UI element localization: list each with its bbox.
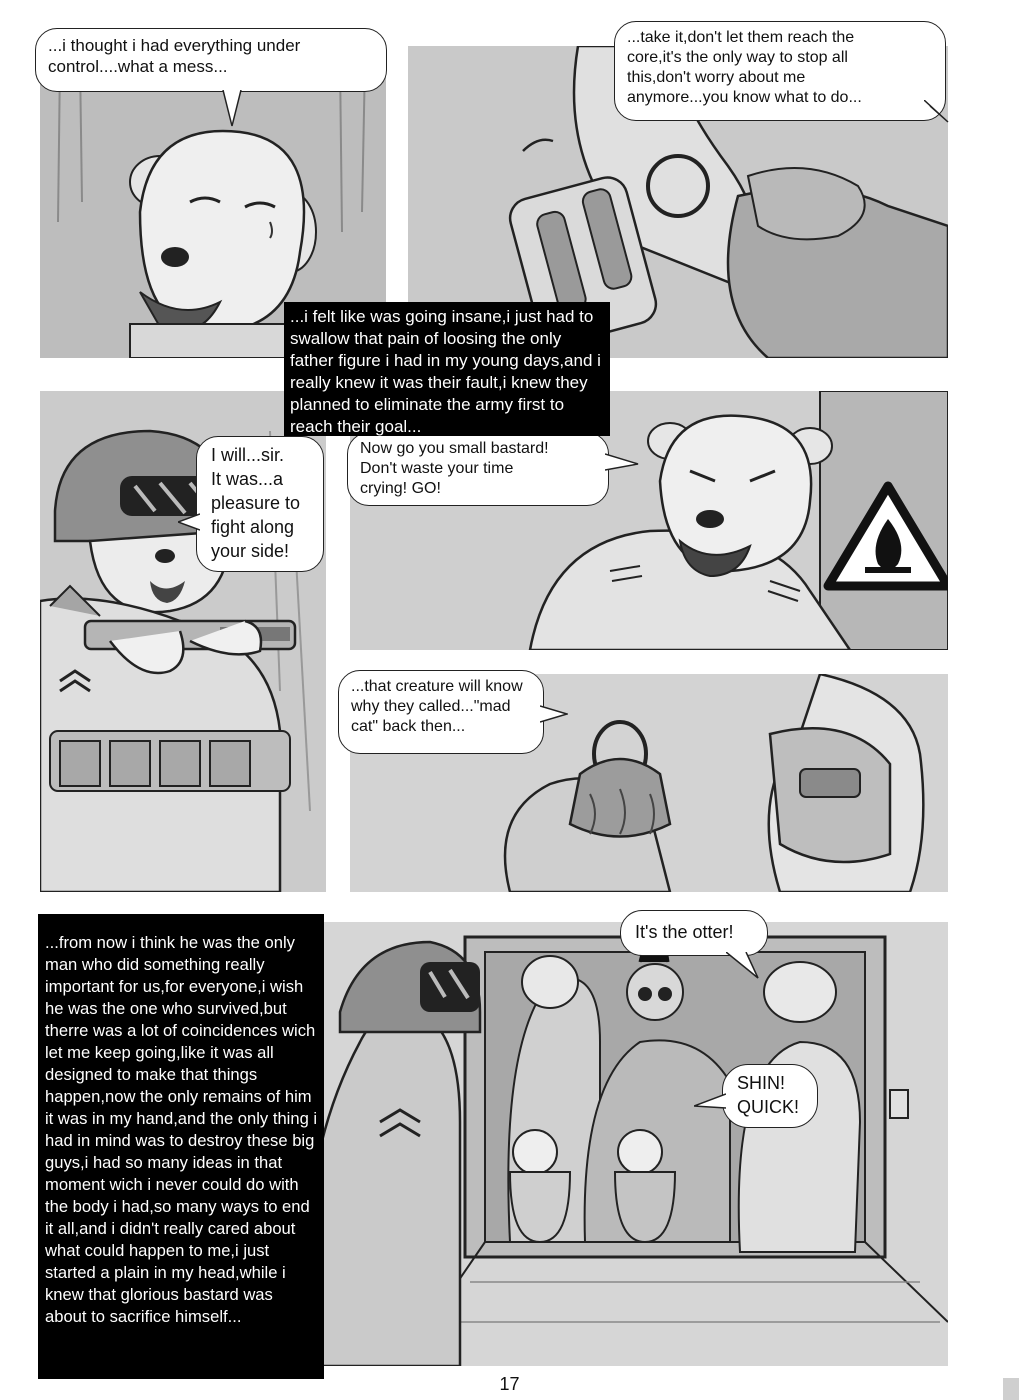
speech-bubble-4: Now go you small bastard! Don't waste your time crying! GO! (347, 432, 609, 506)
narration-caption-1: ...i felt like was going insane,i just had to swallow that pain of loosing the only father figure i had in my young days,and i really knew it was their fault,i knew they planned to eliminate the army first to reach their goal... (284, 302, 610, 436)
speech-tail-1 (222, 90, 242, 128)
speech-tail-2 (924, 100, 950, 124)
narration-caption-2: ...from now i think he was the only man who did something really important for us,for everyone,i wish he was the one who survived,but therre was a lot of coincidences wich let me keep going,like it was all designed to make that things happen,now the only remains of him it was in my hand,and the only thing i had in mind was to destroy these big guys,i had so many ideas in that moment wich i never could do with the body i had,so many ways to end it all,and i didn't really cared about what could happen to me,i just started a plain in my head,while i knew that glorious bastard was about to sacrifice himself... (38, 914, 324, 1379)
speech-tail-7 (694, 1092, 726, 1112)
page-number: 17 (499, 1374, 520, 1394)
speech-tail-5 (540, 704, 568, 724)
speech-bubble-2: ...take it,don't let them reach the core,it's the only way to stop all this,don't worry about me anymore...you know what to do... (614, 21, 946, 121)
speech-bubble-7: SHIN! QUICK! (722, 1064, 818, 1128)
speech-bubble-5: ...that creature will know why they called..."mad cat" back then... (338, 670, 544, 754)
speech-tail-6 (726, 952, 760, 980)
corner-mark (1003, 1378, 1019, 1400)
speech-tail-3 (178, 512, 200, 534)
speech-bubble-1: ...i thought i had everything under control....what a mess... (35, 28, 387, 92)
speech-bubble-3: I will...sir. It was...a pleasure to fight along your side! (196, 436, 324, 572)
speech-bubble-6: It's the otter! (620, 910, 768, 956)
speech-tail-4 (605, 452, 639, 472)
